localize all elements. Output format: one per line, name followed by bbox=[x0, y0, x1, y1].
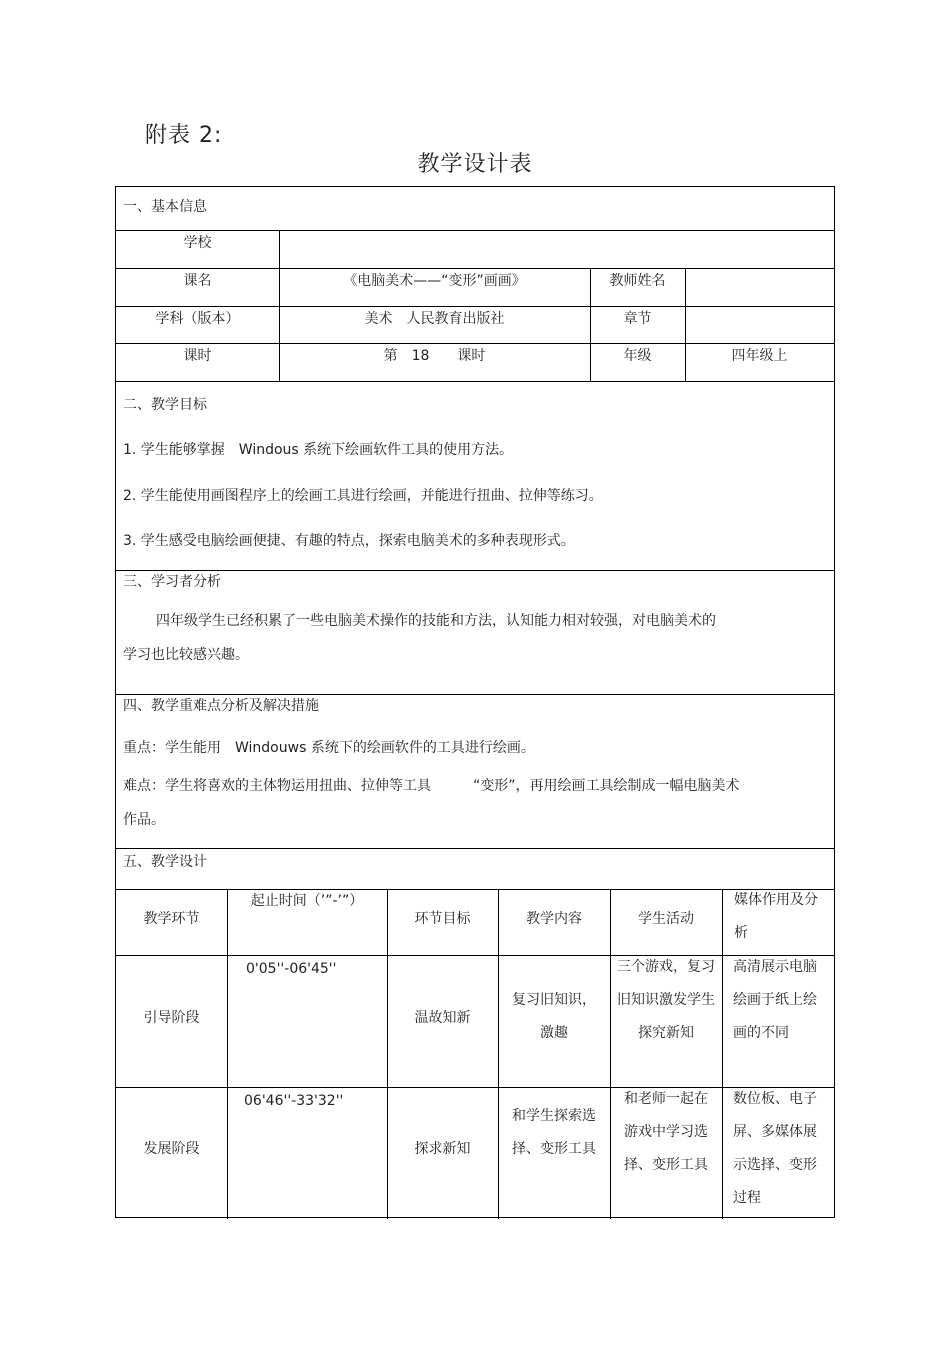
row1-time: 0'05''-06'45'' bbox=[246, 961, 337, 977]
row2-content: 和学生探索选择、变形工具 bbox=[512, 1108, 596, 1157]
section-learner-heading: 三、学习者分析 bbox=[123, 574, 221, 590]
col-header-content: 教学内容 bbox=[526, 911, 582, 927]
school-label: 学校 bbox=[183, 235, 212, 251]
key-point: 重点：学生能用 Windouws 系统下的绘画软件的工具进行绘画。 bbox=[123, 740, 535, 756]
appendix-label: 附表 2: bbox=[145, 123, 223, 148]
col-header-time: 起止时间（’”-’”） bbox=[250, 893, 364, 909]
row2-time: 06'46''-33'32'' bbox=[244, 1093, 344, 1109]
section-basic-info-heading: 一、基本信息 bbox=[123, 199, 207, 215]
design-table bbox=[115, 186, 835, 1218]
teacher-label: 教师姓名 bbox=[609, 273, 666, 289]
row1-media: 高清展示电脑绘画于纸上绘画的不同 bbox=[733, 959, 817, 1041]
row2-media: 数位板、电子屏、多媒体展示选择、变形过程 bbox=[733, 1091, 817, 1206]
col-header-stage: 教学环节 bbox=[143, 911, 200, 927]
col-header-activity: 学生活动 bbox=[638, 911, 694, 927]
row2-activity: 和老师一起在游戏中学习选择、变形工具 bbox=[624, 1091, 708, 1173]
col-header-goal: 环节目标 bbox=[414, 911, 471, 927]
goal-2: 2. 学生能使用画图程序上的绘画工具进行绘画，并能进行扭曲、拉伸等练习。 bbox=[123, 488, 603, 504]
course-label: 课名 bbox=[183, 273, 212, 289]
col-header-media: 媒体作用及分析 bbox=[734, 892, 818, 941]
section-keypoints-heading: 四、教学重难点分析及解决措施 bbox=[123, 698, 319, 714]
learner-analysis-line-1: 四年级学生已经积累了一些电脑美术操作的技能和方法，认知能力相对较强，对电脑美术的 bbox=[156, 613, 716, 629]
row1-activity: 三个游戏，复习旧知识激发学生探究新知 bbox=[617, 959, 715, 1041]
subject-label: 学科（版本） bbox=[155, 311, 240, 327]
goal-1: 1. 学生能够掌握 Windous 系统下绘画软件工具的使用方法。 bbox=[123, 442, 514, 458]
difficulty-line-2: 作品。 bbox=[123, 812, 165, 828]
period-label: 课时 bbox=[183, 348, 212, 364]
period-value: 第 18 课时 bbox=[383, 348, 486, 364]
difficulty-line-1: 难点：学生将喜欢的主体物运用扭曲、拉伸等工具 “变形”，再用绘画工具绘制成一幅电脑美术 bbox=[123, 778, 740, 794]
section-design-heading: 五、教学设计 bbox=[123, 854, 207, 870]
learner-analysis-line-2: 学习也比较感兴趣。 bbox=[123, 647, 249, 663]
section-goals-heading: 二、教学目标 bbox=[123, 397, 207, 413]
grade-label: 年级 bbox=[623, 348, 652, 364]
row1-content: 复习旧知识，激趣 bbox=[512, 992, 596, 1041]
row1-stage: 引导阶段 bbox=[143, 1010, 200, 1026]
grade-value: 四年级上 bbox=[731, 348, 788, 364]
subject-value: 美术 人民教育出版社 bbox=[364, 311, 505, 327]
course-value: 《电脑美术——“变形”画画》 bbox=[343, 273, 526, 289]
goal-3: 3. 学生感受电脑绘画便捷、有趣的特点，探索电脑美术的多种表现形式。 bbox=[123, 533, 575, 549]
row2-stage: 发展阶段 bbox=[143, 1141, 200, 1157]
page-title: 教学设计表 bbox=[417, 152, 533, 177]
row1-goal: 温故知新 bbox=[414, 1010, 471, 1026]
row2-goal: 探求新知 bbox=[414, 1141, 471, 1157]
chapter-label: 章节 bbox=[623, 311, 652, 327]
